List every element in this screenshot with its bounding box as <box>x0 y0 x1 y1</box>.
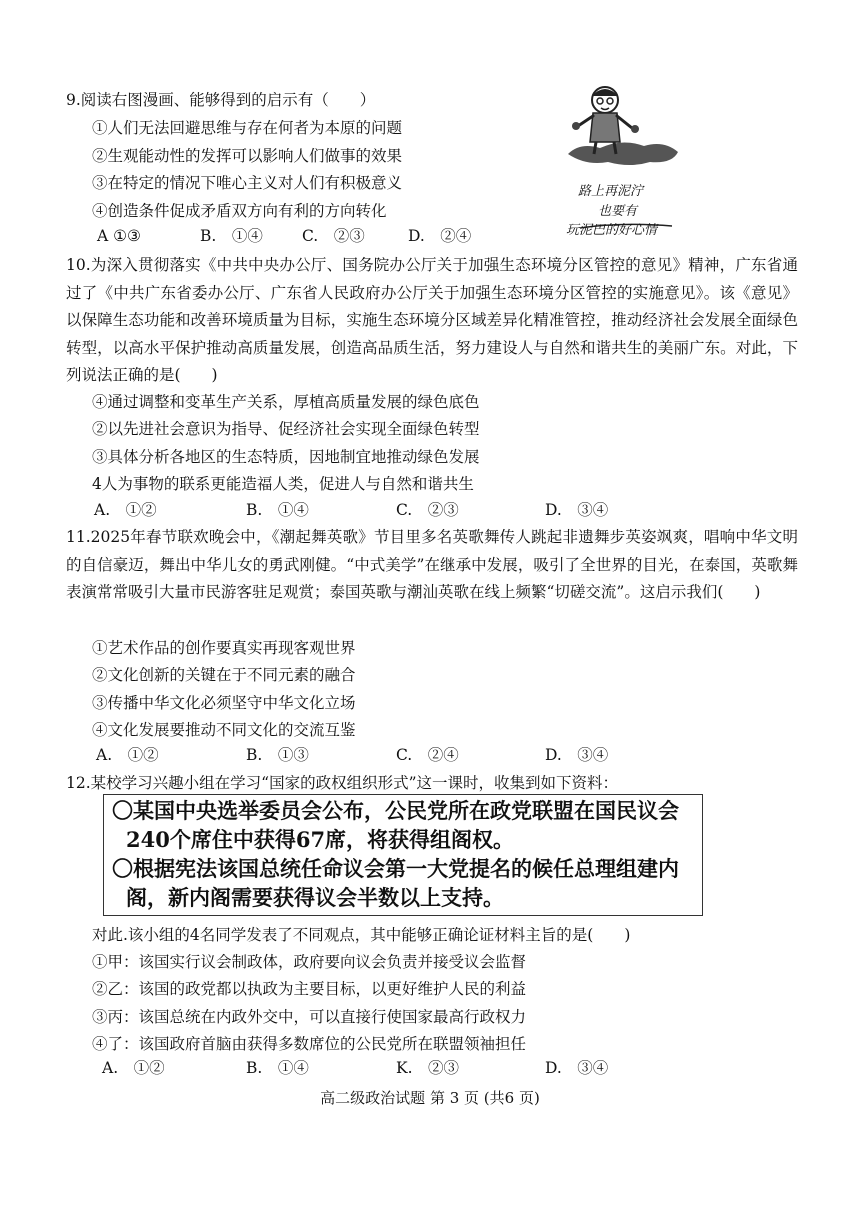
q10-choice-a: A. ①② <box>94 501 157 519</box>
q10-choice-b: B. ①④ <box>246 501 309 519</box>
q11-option-3: ③传播中华文化必须坚守中华文化立场 <box>92 694 356 712</box>
q10-stem: 10.为深入贯彻落实《中共中央办公厅、国务院办公厅关于加强生态环境分区管控的意见》精神，广东省通过了《中共广东省委办公厅、广东省人民政府办公厅关于加强生态环境分区管控的实施意见》。该《意见》以保障生态功能和改善环境质量为目标，实施生态环境分区域差异化精准管控，推动经济社会发展全面绿色转型，以高水平保护推动高质量发展，创造高品质生活，努力建设人与自然和谐共生的美丽广东。对此，下列说法正确的是( ) <box>66 256 798 384</box>
character-body <box>590 113 620 142</box>
q12-option-1: ①甲：该国实行议会制政体，政府要向议会负责并接受议会监督 <box>92 953 527 971</box>
q12-choice-b: B. ①④ <box>246 1059 309 1077</box>
q12-material-line-4: 阁，新内阁需要获得议会半数以上支持。 <box>126 885 504 910</box>
cartoon-caption-3: 玩泥巴的好心情 <box>566 223 658 238</box>
q12-option-2: ②乙：该国的政党都以执政为主要目标，以更好维护人民的利益 <box>92 980 527 998</box>
q9-option-1: ①人们无法回避思维与存在何者为本原的问题 <box>92 119 403 137</box>
q12-material-box <box>103 794 703 916</box>
q10-choice-d: D. ③④ <box>545 501 609 519</box>
q11-choice-a: A. ①② <box>96 746 159 764</box>
cartoon-caption-1: 路上再泥泞 <box>578 184 644 199</box>
q12-choice-d: D. ③④ <box>545 1059 609 1077</box>
q12-option-4: ④了：该国政府首脑由获得多数席位的公民党所在联盟领袖担任 <box>92 1035 527 1053</box>
q11-option-2: ②文化创新的关键在于不同元素的融合 <box>92 666 356 684</box>
q11-option-1: ①艺术作品的创作要真实再现客观世界 <box>92 639 356 657</box>
mud-puddle-shape <box>568 142 678 165</box>
q12-choice-c: K. ②③ <box>396 1059 460 1077</box>
q12-follow: 对此.该小组的4名同学发表了不同观点，其中能够正确论证材料主旨的是( ) <box>92 926 631 944</box>
q12-material-line-1: 〇某国中央选举委员会公布，公民党所在政党联盟在国民议会 <box>112 798 679 823</box>
q12-option-3: ③丙：该国总统在内政外交中，可以直接行使国家最高行政权力 <box>92 1008 527 1026</box>
q11-option-4: ④文化发展要推动不同文化的交流互鉴 <box>92 721 356 739</box>
q11-choice-b: B. ①③ <box>246 746 309 764</box>
q10-option-2: ②以先进社会意识为指导、促经济社会实现全面绿色转型 <box>92 420 480 438</box>
q11-choice-c: C. ②④ <box>396 746 459 764</box>
q10-option-4: 4人为事物的联系更能造福人类，促进人与自然和谐共生 <box>92 475 474 493</box>
q12-material-line-3: 〇根据宪法该国总统任命议会第一大党提名的候任总理组建内 <box>112 856 679 881</box>
page-footer: 高二级政治试题 第 3 页 (共6 页) <box>320 1089 540 1107</box>
q9-choice-d: D. ②④ <box>408 227 472 245</box>
q12-material-line-2: 240个席住中获得67席，将获得组阁权。 <box>126 827 515 852</box>
q10-choice-c: C. ②③ <box>396 501 459 519</box>
q9-choice-b: B. ①④ <box>200 227 263 245</box>
q9-option-4: ④创造条件促成矛盾双方向有利的方向转化 <box>92 202 387 220</box>
q9-choice-a: A ①③ <box>97 227 141 245</box>
q10-option-1: ④通过调整和变革生产关系，厚植高质量发展的绿色底色 <box>92 393 480 411</box>
q11-stem: 11.2025年春节联欢晚会中，《潮起舞英歌》节目里多名英歌舞传人跳起非遗舞步英姿飒爽，唱响中华文明的自信豪迈，舞出中华儿女的勇武刚健。“中式美学”在继承中发展，吸引了全世界的目光，在泰国，英歌舞表演常常吸引大量市民游客驻足观赏；泰国英歌与潮汕英歌在线上频繁“切磋交流”。这启示我们( ) <box>66 528 798 601</box>
q12-stem: 12.某校学习兴趣小组在学习“国家的政权组织形式”这一课时，收集到如下资料： <box>66 774 619 792</box>
q10-option-3: ③具体分析各地区的生态特质，因地制宜地推动绿色发展 <box>92 448 480 466</box>
q12-choice-a: A. ①② <box>102 1059 165 1077</box>
q9-stem: 9.阅读右图漫画、能够得到的启示有（ ） <box>66 91 376 109</box>
q11-choice-d: D. ③④ <box>545 746 609 764</box>
cartoon-caption-2: 也要有 <box>598 204 638 219</box>
q9-option-3: ③在特定的情况下唯心主义对人们有积极意义 <box>92 174 403 192</box>
q9-option-2: ②生观能动性的发挥可以影响人们做事的效果 <box>92 147 403 165</box>
q9-choice-c: C. ②③ <box>302 227 365 245</box>
